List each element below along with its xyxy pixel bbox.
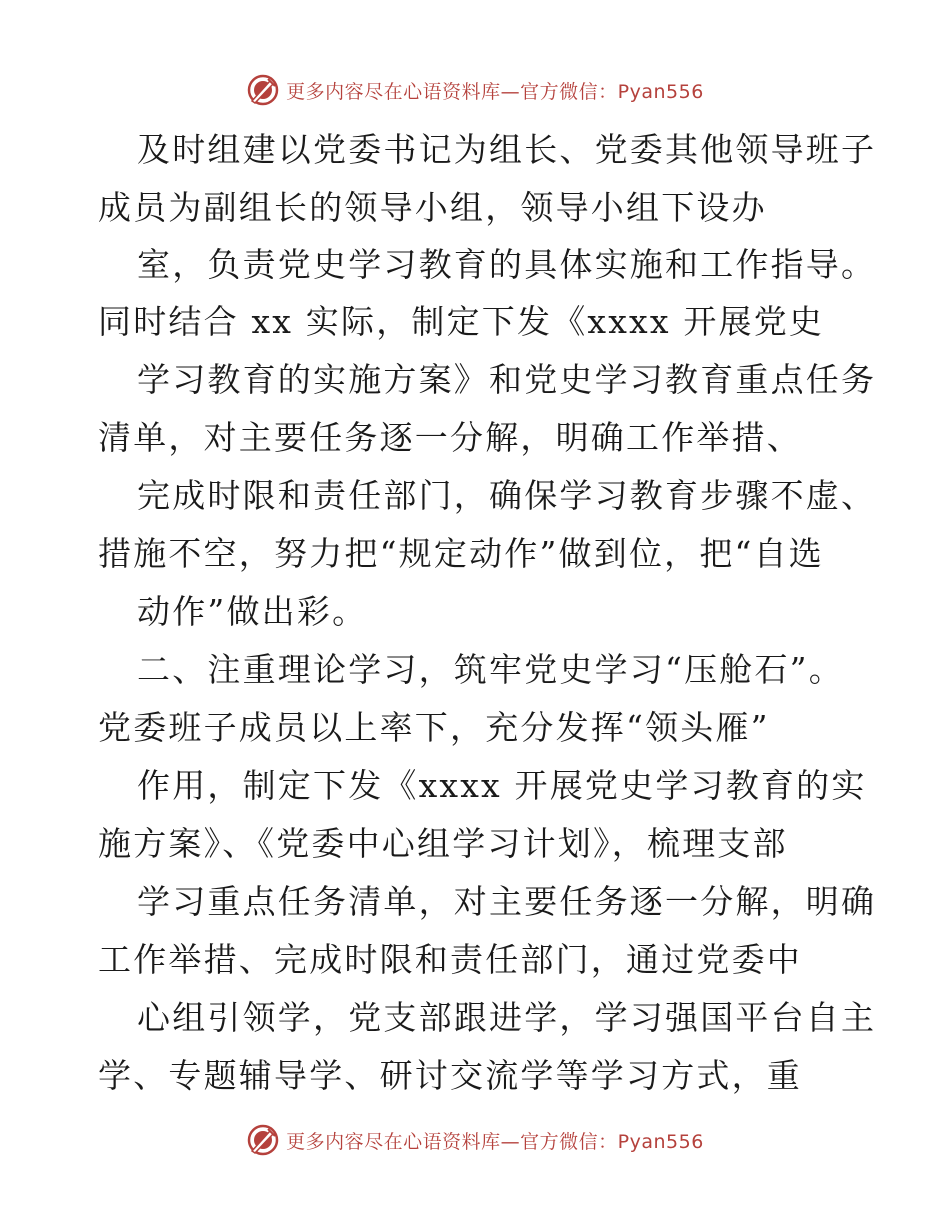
text-line: 完成时限和责任部门，确保学习教育步骤不虚、 xyxy=(137,476,877,515)
text-line: 室，负责党史学习教育的具体实施和工作指导。 xyxy=(137,245,877,284)
text-line: 作用，制定下发《xxxx 开展党史学习教育的实 xyxy=(137,766,867,805)
text-line: 心组引领学，党支部跟进学，学习强国平台自主 xyxy=(137,998,877,1037)
text-line: 清单，对主要任务逐一分解，明确工作举措、 xyxy=(98,418,802,457)
text-line: 成员为副组长的领导小组，领导小组下设办 xyxy=(98,188,767,227)
text-line: 工作举措、完成时限和责任部门，通过党委中 xyxy=(98,940,802,979)
text-line: 学、专题辅导学、研讨交流学等学习方式，重 xyxy=(98,1056,802,1095)
text-line: 学习重点任务清单，对主要任务逐一分解，明确 xyxy=(137,882,877,921)
quill-seal-icon xyxy=(246,73,280,107)
text-line: 党委班子成员以上率下，充分发挥“领头雁” xyxy=(98,708,770,747)
watermark-text: 更多内容尽在心语资料库—官方微信：Pyan556 xyxy=(286,80,704,103)
text-line: 施方案》、《党委中心组学习计划》，梳理支部 xyxy=(98,824,788,863)
text-line: 动作”做出彩。 xyxy=(137,592,368,631)
text-line: 及时组建以党委书记为组长、党委其他领导班子 xyxy=(137,130,877,169)
header-watermark xyxy=(0,70,950,110)
text-line: 二、注重理论学习，筑牢党史学习“压舱石”。 xyxy=(137,650,844,689)
text-line: 措施不空，努力把“规定动作”做到位，把“自选 xyxy=(98,534,825,573)
watermark-text: 更多内容尽在心语资料库—官方微信：Pyan556 xyxy=(286,1130,704,1153)
text-line: 同时结合 xx 实际，制定下发《xxxx 开展党史 xyxy=(98,302,825,341)
quill-seal-icon xyxy=(246,1123,280,1157)
text-line: 学习教育的实施方案》和党史学习教育重点任务 xyxy=(137,360,877,399)
footer-watermark xyxy=(0,1120,950,1160)
